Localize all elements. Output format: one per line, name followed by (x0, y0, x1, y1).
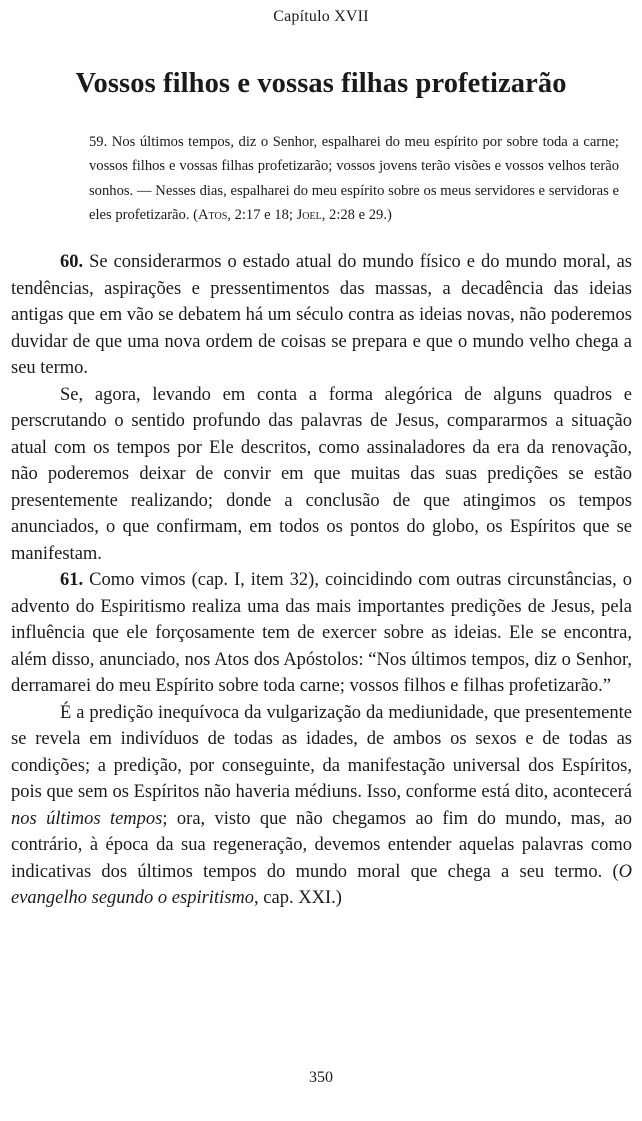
page-number: 350 (309, 1069, 333, 1086)
epigraph (89, 130, 619, 228)
paragraph-text-before: É a predição inequívoca da vulgarização da mediunidade, que presentemente se revela em indivíduos de todas as idades, de ambos os sexos e de todas as condições; a predição, por conseguinte, da manifestação universal dos Espíritos, pois que sem os Espíritos não haveria médiuns. Isso, conforme está dito, acontecerá (11, 702, 632, 802)
paragraph-number: 61. (60, 570, 84, 590)
paragraph-number: 60. (60, 252, 84, 272)
paragraph-text: Se, agora, levando em conta a forma alegórica de alguns quadros e perscrutando o sentido profundo das palavras de Jesus, compararmos a situação atual com os tempos por Ele descritos, como assinaladores da era da renovação, não poderemos deixar de convir em que muitas das suas predições se estão presentemente realizando; donde a conclusão de que atingimos os tempos anunciados, o que confirmam, em todos os pontos do globo, os Espíritos que se manifestam. (11, 384, 632, 564)
paragraph-60-continued (11, 382, 632, 568)
paragraph-text: Se considerarmos o estado atual do mundo físico e do mundo moral, as tendências, aspirações e pressentimentos das massas, a decadência das ideias antigas que em vão se debatem há um século contra as ideias novas, não poderemos duvidar de que uma nova ordem de coisas se prepara e que o mundo velho chega a seu termo. (11, 252, 632, 378)
paragraph-text-after: , cap. XXI.) (254, 888, 342, 908)
epigraph-number: 59. (89, 134, 108, 150)
citation-verse-joel: , 2:28 e 29.) (321, 207, 392, 224)
body-text (11, 249, 632, 912)
paragraph-61-continued (11, 700, 632, 912)
epigraph-citation-open: ( (193, 207, 199, 224)
citation-verse-atos: , 2:17 e 18; (227, 207, 297, 224)
citation-book-atos: Atos (198, 207, 228, 224)
paragraph-text: Como vimos (cap. I, item 32), coincidindo com outras circunstâncias, o advento do Espiritismo realiza uma das mais importantes predições de Jesus, pela influência que ele forçosamente tem de exercer sobre as ideias. Ele se encontra, além disso, anunciado, nos Atos dos Apóstolos: “Nos últimos tempos, diz o Senhor, derramarei do meu Espírito sobre toda carne; vossos filhos e filhas profetizarão.” (11, 570, 633, 696)
running-head: Capítulo XVII (273, 8, 369, 25)
book-title-evangelho: O evangelho segundo o espiritismo (11, 861, 632, 908)
emphasis-nos-ultimos-tempos: nos últimos tempos (11, 808, 163, 829)
paragraph-text-middle: ; ora, visto que não chegamos ao fim do mundo, mas, ao contrário, à época da sua regeneração, devemos entender aquelas palavras como indicativas dos últimos tempos do mundo moral que chega a seu termo. ( (11, 808, 632, 882)
paragraph-61 (11, 567, 632, 700)
chapter-title: Vossos filhos e vossas filhas profetizarão (75, 68, 567, 99)
epigraph-text: Nos últimos tempos, diz o Senhor, espalharei do meu espírito por sobre toda a carne; vossos filhos e vossas filhas profetizarão; vossos jovens terão visões e vossos velhos terão sonhos. — Nesses dias, espalharei do meu espírito sobre os meus servidores e servidoras e eles profetizarão. (89, 134, 619, 224)
citation-book-joel: Joel (296, 207, 322, 224)
paragraph-60 (11, 249, 632, 382)
